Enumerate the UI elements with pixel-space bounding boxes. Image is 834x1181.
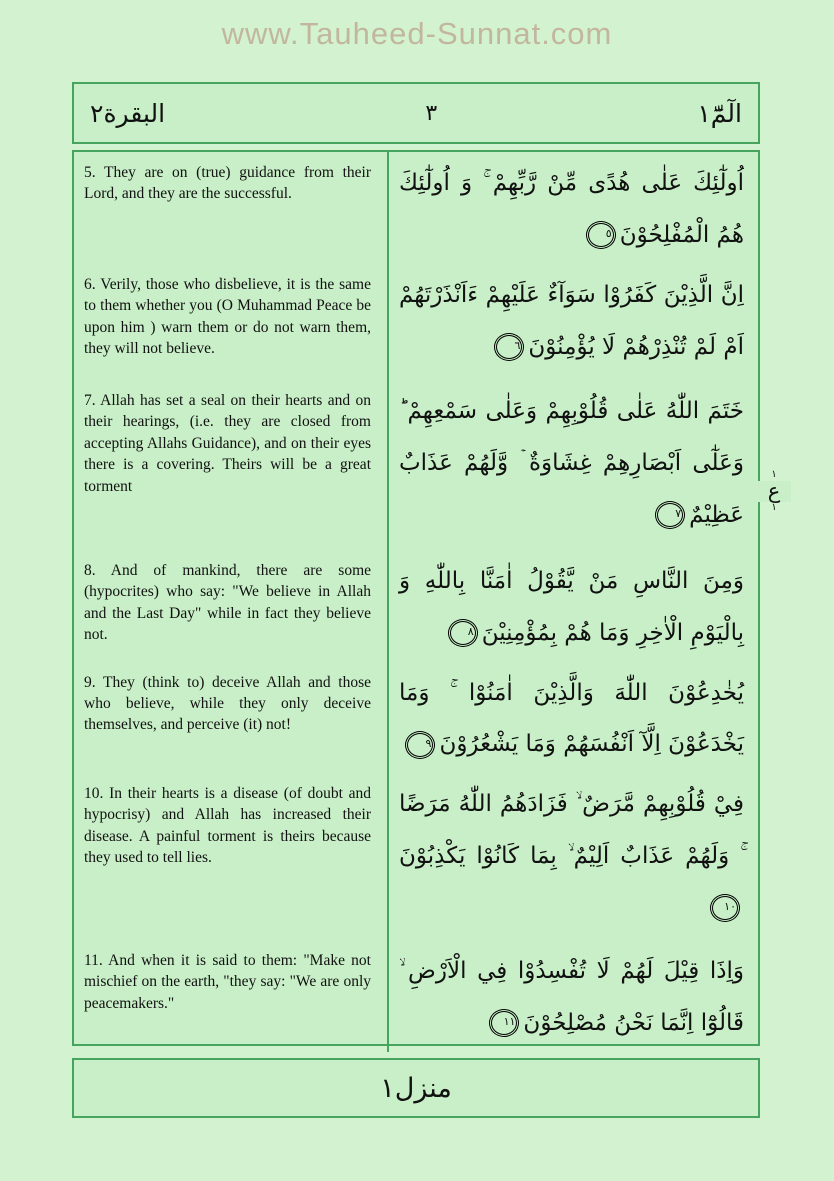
page-header-bar xyxy=(72,82,760,144)
verse-8-arabic xyxy=(389,550,758,662)
verse-row-10 xyxy=(74,773,758,940)
ruku-ain-symbol: ع xyxy=(757,481,791,502)
verse-row-7 xyxy=(74,380,758,550)
ayah-number-medallion: ٨ xyxy=(448,619,478,647)
ruku-count-bottom: ١ xyxy=(771,502,777,513)
verse-row-11 xyxy=(74,940,758,1052)
ayah-number-medallion: ٧ xyxy=(655,501,685,529)
ayah-number-medallion: ٩ xyxy=(405,731,435,759)
verse-9-translation: 9. They (think to) deceive Allah and those who believe, while they only deceive themselves, and perceive (it) not! xyxy=(74,662,389,774)
verse-6-arabic-text: اِنَّ الَّذِيْنَ كَفَرُوْا سَوَآءٌ عَلَيْهِمْ ءَاَنْذَرْتَهُمْ اَمْ لَمْ تُنْذِرْهُمْ لَا يُؤْمِنُوْنَ xyxy=(399,282,744,360)
verse-5-arabic-text: اُولٰٓئِكَ عَلٰى هُدًى مِّنْ رَّبِّهِمْ ۚ وَ اُولٰٓئِكَ هُمُ الْمُفْلِحُوْنَ xyxy=(399,170,744,248)
verses-panel xyxy=(72,150,760,1046)
juz-name-label: الٓمّٓ١ xyxy=(697,98,742,128)
ruku-margin-marker xyxy=(757,470,791,513)
verse-11-arabic xyxy=(389,940,758,1052)
ayah-number-medallion: ٥ xyxy=(586,221,616,249)
surah-name-label: البقرة٢ xyxy=(90,98,166,128)
verse-9-arabic-text: يُخٰدِعُوْنَ اللّٰهَ وَالَّذِيْنَ اٰمَنُوْا ۚ وَمَا يَخْدَعُوْنَ اِلَّآ اَنْفُسَهُمْ وَمَا يَشْعُرُوْنَ xyxy=(399,679,744,758)
verse-row-6 xyxy=(74,264,758,380)
verse-8-arabic-text: وَمِنَ النَّاسِ مَنْ يَّقُوْلُ اٰمَنَّا بِاللّٰهِ وَ بِالْيَوْمِ الْاٰخِرِ وَمَا هُمْ بِمُؤْمِنِيْنَ xyxy=(399,568,744,646)
verse-9-arabic xyxy=(389,662,758,774)
ayah-number-medallion: ٦ xyxy=(494,333,524,361)
verse-5-translation: 5. They are on (true) guidance from their Lord, and they are the successful. xyxy=(74,152,389,264)
ayah-number-medallion: ١٠ xyxy=(710,894,740,922)
verse-row-9 xyxy=(74,662,758,774)
watermark-url: www.Tauheed-Sunnat.com xyxy=(221,16,613,51)
verse-8-translation: 8. And of mankind, there are some (hypocrites) who say: "We believe in Allah and the Last Day" while in fact they believe not. xyxy=(74,550,389,662)
verse-7-translation: 7. Allah has set a seal on their hearts and on their hearings, (i.e. they are closed from accepting Allahs Guidance), and on their eyes there is a covering. Theirs will be a great torment xyxy=(74,380,389,550)
verse-row-5 xyxy=(74,152,758,264)
verse-10-arabic xyxy=(389,773,758,940)
verse-7-arabic-text: خَتَمَ اللّٰهُ عَلٰى قُلُوْبِهِمْ وَعَلٰى سَمْعِهِمْ ؕ وَعَلٰٓى اَبْصَارِهِمْ غِشَاوَةٌ ۡ وَّلَهُمْ عَذَابٌ عَظِيْمٌ xyxy=(399,398,744,528)
verse-10-arabic-text: فِيْ قُلُوْبِهِمْ مَّرَضٌ ۙ فَزَادَهُمُ اللّٰهُ مَرَضًا ۚ وَلَهُمْ عَذَابٌ اَلِيْمٌ ۙ بِمَا كَانُوْا يَكْذِبُوْنَ xyxy=(399,791,744,869)
ayah-number-medallion: ١١ xyxy=(489,1009,519,1037)
verse-7-arabic xyxy=(389,380,758,550)
page-number: ٣ xyxy=(425,100,438,126)
verse-11-translation: 11. And when it is said to them: "Make not mischief on the earth, "they say: "We are only peacemakers." xyxy=(74,940,389,1052)
verse-row-8 xyxy=(74,550,758,662)
verse-5-arabic xyxy=(389,152,758,264)
verse-11-arabic-text: وَاِذَا قِيْلَ لَهُمْ لَا تُفْسِدُوْا فِي الْاَرْضِ ۙ قَالُوْٓا اِنَّمَا نَحْنُ مُصْلِحُوْنَ xyxy=(399,958,744,1036)
verse-6-arabic xyxy=(389,264,758,380)
verse-10-translation: 10. In their hearts is a disease (of doubt and hypocrisy) and Allah has increased their disease. A painful torment is theirs because they used to tell lies. xyxy=(74,773,389,940)
manzil-footer-bar xyxy=(72,1058,760,1118)
ruku-count-top: ١ xyxy=(771,469,777,480)
verse-6-translation: 6. Verily, those who disbelieve, it is the same to them whether you (O Muhammad Peace be upon him ) warn them or do not warn them, they will not believe. xyxy=(74,264,389,380)
manzil-label: منزل١ xyxy=(380,1072,452,1104)
